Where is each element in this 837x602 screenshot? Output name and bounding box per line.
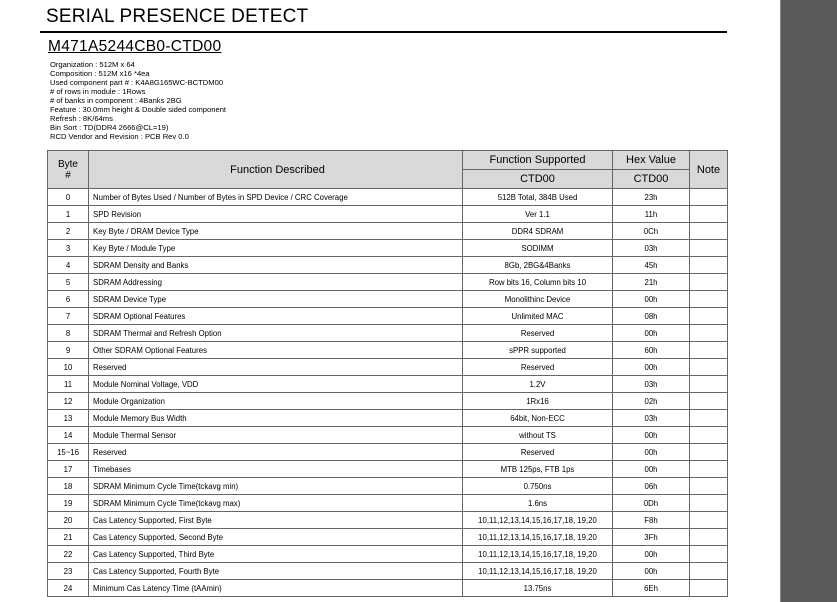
table-row	[48, 189, 728, 206]
note-cell	[690, 240, 728, 257]
table-row	[48, 444, 728, 461]
function-cell: Key Byte / DRAM Device Type	[89, 223, 463, 240]
byte-cell: 20	[48, 512, 89, 529]
hex-cell: 03h	[613, 410, 690, 427]
note-cell	[690, 478, 728, 495]
hex-cell: 0Ch	[613, 223, 690, 240]
info-line: Composition : 512M x16 *4ea	[50, 69, 150, 78]
part-number: M471A5244CB0-CTD00	[48, 38, 222, 55]
supported-cell: 10,11,12,13,14,15,16,17,18, 19,20	[463, 512, 613, 529]
supported-cell: 1.2V	[463, 376, 613, 393]
note-cell	[690, 495, 728, 512]
supported-cell: SODIMM	[463, 240, 613, 257]
note-cell	[690, 546, 728, 563]
function-cell: SDRAM Minimum Cycle Time(tckavg max)	[89, 495, 463, 512]
note-cell	[690, 359, 728, 376]
supported-cell: 10,11,12,13,14,15,16,17,18, 19,20	[463, 546, 613, 563]
table-row	[48, 257, 728, 274]
table-row	[48, 206, 728, 223]
note-cell	[690, 342, 728, 359]
hex-cell: 00h	[613, 546, 690, 563]
function-cell: Module Organization	[89, 393, 463, 410]
table-row	[48, 393, 728, 410]
byte-cell: 5	[48, 274, 89, 291]
note-cell	[690, 563, 728, 580]
note-cell	[690, 580, 728, 597]
hex-cell: 00h	[613, 461, 690, 478]
supported-cell: 64bit, Non-ECC	[463, 410, 613, 427]
table-row	[48, 478, 728, 495]
byte-cell: 2	[48, 223, 89, 240]
supported-cell: DDR4 SDRAM	[463, 223, 613, 240]
viewer-background	[781, 0, 837, 602]
byte-cell: 19	[48, 495, 89, 512]
module-info	[50, 60, 226, 141]
byte-cell: 8	[48, 325, 89, 342]
function-cell: Minimum Cas Latency Time (tAAmin)	[89, 580, 463, 597]
supported-cell: 512B Total, 384B Used	[463, 189, 613, 206]
header-sub-supported: CTD00	[463, 170, 613, 189]
byte-cell: 10	[48, 359, 89, 376]
note-cell	[690, 274, 728, 291]
title-rule	[40, 31, 727, 33]
note-cell	[690, 376, 728, 393]
table-body	[48, 189, 728, 597]
byte-cell: 22	[48, 546, 89, 563]
table-row	[48, 427, 728, 444]
table-row	[48, 274, 728, 291]
supported-cell: 8Gb, 2BG&4Banks	[463, 257, 613, 274]
function-cell: Cas Latency Supported, Third Byte	[89, 546, 463, 563]
byte-cell: 23	[48, 563, 89, 580]
function-cell: Module Thermal Sensor	[89, 427, 463, 444]
hex-cell: 02h	[613, 393, 690, 410]
table-row	[48, 563, 728, 580]
function-cell: SPD Revision	[89, 206, 463, 223]
table-row	[48, 240, 728, 257]
byte-cell: 18	[48, 478, 89, 495]
supported-cell: without TS	[463, 427, 613, 444]
info-line: RCD Vendor and Revision : PCB Rev 0.0	[50, 132, 189, 141]
table-row	[48, 410, 728, 427]
hex-cell: 3Fh	[613, 529, 690, 546]
hex-cell: 60h	[613, 342, 690, 359]
supported-cell: 1.6ns	[463, 495, 613, 512]
info-line: Organization : 512M x 64	[50, 60, 135, 69]
header-hex-value: Hex Value	[613, 151, 690, 170]
supported-cell: 0.750ns	[463, 478, 613, 495]
function-cell: Cas Latency Supported, Second Byte	[89, 529, 463, 546]
info-line: Used component part # : K4A8G165WC-BCTDM00	[50, 78, 224, 87]
header-function-described: Function Described	[89, 151, 463, 189]
table-row	[48, 325, 728, 342]
hex-cell: 0Dh	[613, 495, 690, 512]
hex-cell: 08h	[613, 308, 690, 325]
header-note: Note	[690, 151, 728, 189]
function-cell: Cas Latency Supported, Fourth Byte	[89, 563, 463, 580]
table-row	[48, 529, 728, 546]
table-row	[48, 546, 728, 563]
byte-cell: 0	[48, 189, 89, 206]
byte-cell: 14	[48, 427, 89, 444]
hex-cell: 00h	[613, 444, 690, 461]
info-line: # of rows in module : 1Rows	[50, 87, 146, 96]
function-cell: SDRAM Density and Banks	[89, 257, 463, 274]
hex-cell: 00h	[613, 291, 690, 308]
note-cell	[690, 189, 728, 206]
function-cell: SDRAM Thermal and Refresh Option	[89, 325, 463, 342]
note-cell	[690, 393, 728, 410]
info-line: Refresh : 8K/64ms	[50, 114, 113, 123]
hex-cell: 06h	[613, 478, 690, 495]
function-cell: Timebases	[89, 461, 463, 478]
note-cell	[690, 427, 728, 444]
note-cell	[690, 461, 728, 478]
byte-cell: 24	[48, 580, 89, 597]
function-cell: SDRAM Optional Features	[89, 308, 463, 325]
supported-cell: 10,11,12,13,14,15,16,17,18, 19,20	[463, 529, 613, 546]
byte-cell: 21	[48, 529, 89, 546]
function-cell: Other SDRAM Optional Features	[89, 342, 463, 359]
note-cell	[690, 206, 728, 223]
supported-cell: Unlimited MAC	[463, 308, 613, 325]
note-cell	[690, 308, 728, 325]
function-cell: SDRAM Device Type	[89, 291, 463, 308]
page-title: SERIAL PRESENCE DETECT	[46, 6, 309, 27]
table-row	[48, 342, 728, 359]
byte-cell: 4	[48, 257, 89, 274]
function-cell: Reserved	[89, 444, 463, 461]
table-row	[48, 495, 728, 512]
byte-cell: 17	[48, 461, 89, 478]
header-byte: Byte #	[48, 151, 89, 189]
note-cell	[690, 291, 728, 308]
header-sub-hex: CTD00	[613, 170, 690, 189]
byte-cell: 15~16	[48, 444, 89, 461]
function-cell: Number of Bytes Used / Number of Bytes in SPD Device / CRC Coverage	[89, 189, 463, 206]
hex-cell: 00h	[613, 427, 690, 444]
byte-cell: 7	[48, 308, 89, 325]
hex-cell: 00h	[613, 359, 690, 376]
table-row	[48, 359, 728, 376]
hex-cell: F8h	[613, 512, 690, 529]
hex-cell: 45h	[613, 257, 690, 274]
note-cell	[690, 410, 728, 427]
hex-cell: 00h	[613, 325, 690, 342]
table-row	[48, 223, 728, 240]
supported-cell: Row bits 16, Column bits 10	[463, 274, 613, 291]
supported-cell: 1Rx16	[463, 393, 613, 410]
note-cell	[690, 512, 728, 529]
table-row	[48, 580, 728, 597]
function-cell: Reserved	[89, 359, 463, 376]
function-cell: SDRAM Minimum Cycle Time(tckavg min)	[89, 478, 463, 495]
supported-cell: MTB 125ps, FTB 1ps	[463, 461, 613, 478]
hex-cell: 21h	[613, 274, 690, 291]
function-cell: Cas Latency Supported, First Byte	[89, 512, 463, 529]
byte-cell: 12	[48, 393, 89, 410]
hex-cell: 6Eh	[613, 580, 690, 597]
supported-cell: Reserved	[463, 444, 613, 461]
byte-cell: 1	[48, 206, 89, 223]
supported-cell: Reserved	[463, 325, 613, 342]
info-line: # of banks in component : 4Banks 2BG	[50, 96, 182, 105]
supported-cell: 13.75ns	[463, 580, 613, 597]
supported-cell: Reserved	[463, 359, 613, 376]
hex-cell: 00h	[613, 563, 690, 580]
function-cell: Module Memory Bus Width	[89, 410, 463, 427]
function-cell: Module Nominal Voltage, VDD	[89, 376, 463, 393]
byte-cell: 13	[48, 410, 89, 427]
function-cell: Key Byte / Module Type	[89, 240, 463, 257]
header-function-supported: Function Supported	[463, 151, 613, 170]
note-cell	[690, 257, 728, 274]
note-cell	[690, 325, 728, 342]
supported-cell: Monolithinc Device	[463, 291, 613, 308]
note-cell	[690, 223, 728, 240]
byte-cell: 9	[48, 342, 89, 359]
byte-cell: 11	[48, 376, 89, 393]
note-cell	[690, 529, 728, 546]
info-line: Bin Sort : TD(DDR4 2666@CL=19)	[50, 123, 169, 132]
info-line: Feature : 30.0mm height & Double sided component	[50, 105, 227, 114]
hex-cell: 11h	[613, 206, 690, 223]
note-cell	[690, 444, 728, 461]
hex-cell: 03h	[613, 376, 690, 393]
spd-table	[47, 150, 728, 597]
table-row	[48, 308, 728, 325]
function-cell: SDRAM Addressing	[89, 274, 463, 291]
hex-cell: 23h	[613, 189, 690, 206]
table-row	[48, 512, 728, 529]
table-row	[48, 461, 728, 478]
byte-cell: 6	[48, 291, 89, 308]
byte-cell: 3	[48, 240, 89, 257]
supported-cell: Ver 1.1	[463, 206, 613, 223]
supported-cell: 10,11,12,13,14,15,16,17,18, 19,20	[463, 563, 613, 580]
supported-cell: sPPR supported	[463, 342, 613, 359]
table-row	[48, 291, 728, 308]
table-row	[48, 376, 728, 393]
hex-cell: 03h	[613, 240, 690, 257]
